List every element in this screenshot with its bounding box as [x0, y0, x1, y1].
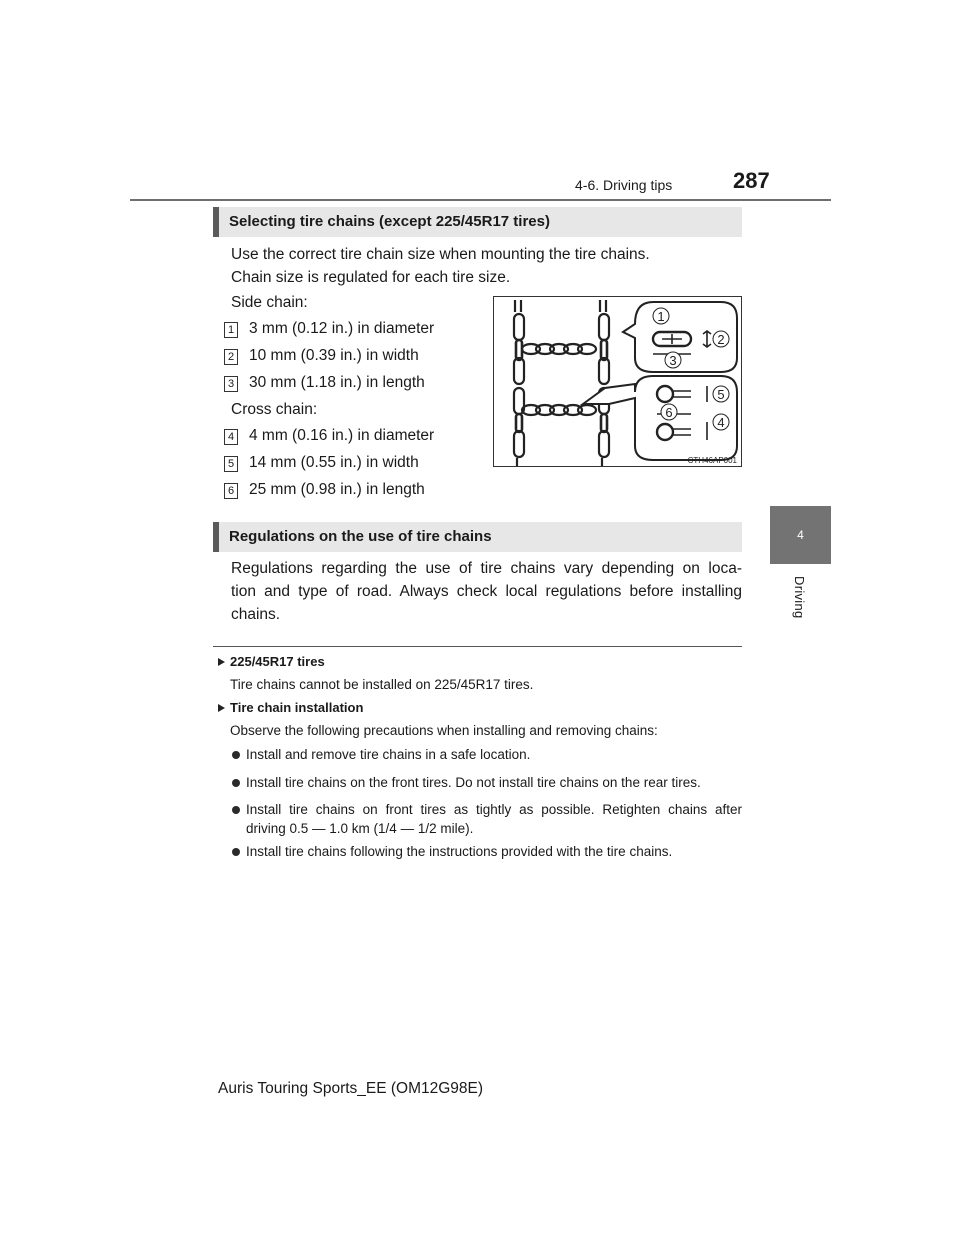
regulations-line-2: tion and type of road. Always check local regulations before installing: [231, 583, 742, 600]
spec-text: 25 mm (0.98 in.) in length: [249, 481, 425, 498]
section-title-selecting-chains: Selecting tire chains (except 225/45R17 tires): [213, 207, 742, 237]
spec-number-box: 2: [224, 349, 238, 365]
bullet-text: Install tire chains following the instructions provided with the tire chains.: [246, 844, 673, 859]
bullet-icon: [232, 806, 240, 814]
spec-text: 3 mm (0.12 in.) in diameter: [249, 320, 435, 337]
note-marker-icon: [218, 704, 225, 712]
note-title-tire-size: 225/45R17 tires: [230, 654, 325, 669]
notes-divider: [213, 646, 742, 647]
chapter-label: Driving: [792, 576, 807, 619]
spec-number-box: 6: [224, 483, 238, 499]
chapter-number: 4: [797, 528, 804, 542]
spec-text: 4 mm (0.16 in.) in diameter: [249, 427, 435, 444]
figure-callout-label: 5: [717, 387, 725, 402]
spec-text: 30 mm (1.18 in.) in length: [249, 374, 425, 391]
figure-callout-label: 2: [717, 332, 725, 347]
bullet-text: Install tire chains on the front tires. Do not install tire chains on the rear tires.: [246, 775, 701, 790]
note-title-installation: Tire chain installation: [230, 700, 364, 715]
manual-footer: Auris Touring Sports_EE (OM12G98E): [218, 1080, 484, 1097]
bullet-text-continued: driving 0.5 — 1.0 km (1/4 — 1/2 mile).: [246, 821, 474, 836]
regulations-line-3: chains.: [231, 606, 281, 623]
figure-callout-label: 3: [669, 353, 677, 368]
bullet-icon: [232, 848, 240, 856]
bullet-icon: [232, 751, 240, 759]
bullet-text: Install tire chains on front tires as tightly as possible. Retighten chains after: [246, 802, 742, 817]
bullet-text: Install and remove tire chains in a safe location.: [246, 747, 531, 762]
figure-code: CTH46AP001: [687, 456, 737, 465]
spec-number-box: 1: [224, 322, 238, 338]
note-marker-icon: [218, 658, 225, 666]
spec-text: 14 mm (0.55 in.) in width: [249, 454, 419, 471]
cross-chain-label: Cross chain:: [231, 401, 318, 418]
regulations-line-1: Regulations regarding the use of tire chains vary depending on loca-: [231, 560, 742, 577]
spec-text: 10 mm (0.39 in.) in width: [249, 347, 419, 364]
figure-callout-label: 6: [665, 405, 673, 420]
intro-line-2: Chain size is regulated for each tire size.: [231, 269, 511, 286]
spec-number-box: 3: [224, 376, 238, 392]
page-number: 287: [733, 168, 770, 193]
spec-number-box: 5: [224, 456, 238, 472]
spec-number-box: 4: [224, 429, 238, 445]
section-header: 4-6. Driving tips: [575, 177, 673, 193]
bullet-icon: [232, 779, 240, 787]
section-title-regulations: Regulations on the use of tire chains: [213, 522, 742, 552]
header-rule: [130, 199, 831, 201]
figure-callout-label: 4: [717, 415, 725, 430]
side-chain-label: Side chain:: [231, 294, 308, 311]
figure-callout-label: 1: [657, 309, 665, 324]
note-text-installation: Observe the following precautions when installing and removing chains:: [230, 723, 658, 738]
intro-line-1: Use the correct tire chain size when mounting the tire chains.: [231, 246, 650, 263]
note-text-tire-size: Tire chains cannot be installed on 225/45R17 tires.: [230, 677, 534, 692]
tire-chain-illustration: [493, 296, 742, 467]
